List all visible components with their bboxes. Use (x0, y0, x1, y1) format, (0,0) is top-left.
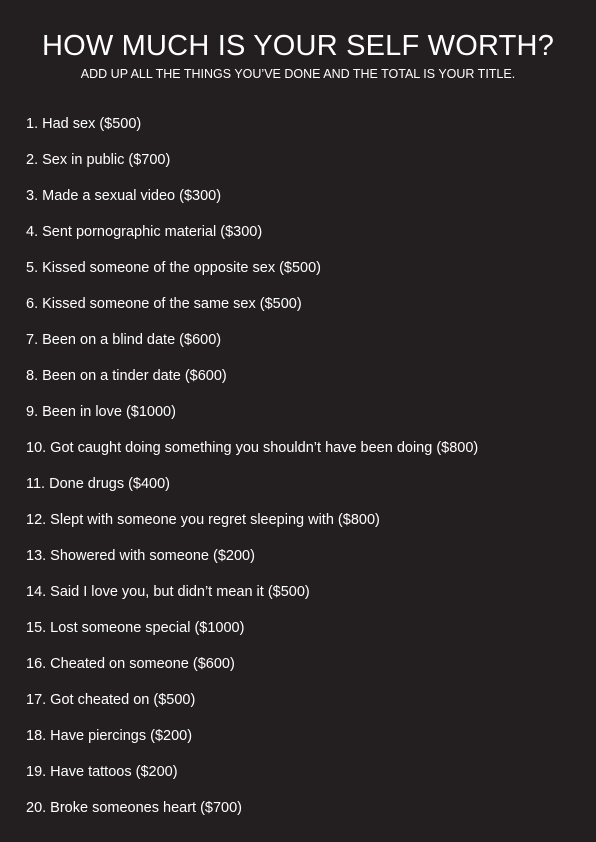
list-item: 11. Done drugs ($400) (26, 476, 171, 492)
list-item: 1. Had sex ($500) (26, 116, 142, 132)
page-title: HOW MUCH IS YOUR SELF WORTH? (41, 30, 555, 62)
list-item: 15. Lost someone special ($1000) (26, 620, 245, 636)
list-item: 20. Broke someones heart ($700) (26, 800, 243, 816)
list-item: 13. Showered with someone ($200) (26, 548, 255, 564)
page-subtitle: ADD UP ALL THE THINGS YOU’VE DONE AND THE TOTAL IS YOUR TITLE. (80, 67, 516, 81)
list-item: 9. Been in love ($1000) (26, 404, 176, 420)
list-item: 3. Made a sexual video ($300) (26, 188, 222, 204)
list-item: 6. Kissed someone of the same sex ($500) (26, 296, 302, 312)
list-item: 2. Sex in public ($700) (26, 152, 171, 168)
list-item: 16. Cheated on someone ($600) (26, 656, 235, 672)
list-item: 14. Said I love you, but didn’t mean it ($500) (26, 584, 310, 600)
list-item: 10. Got caught doing something you shouldn’t have been doing ($800) (26, 440, 479, 456)
list-item: 12. Slept with someone you regret sleeping with ($800) (26, 512, 380, 528)
item-list (26, 112, 478, 832)
list-item: 19. Have tattoos ($200) (26, 764, 178, 780)
list-item: 18. Have piercings ($200) (26, 728, 193, 744)
list-item: 17. Got cheated on ($500) (26, 692, 196, 708)
list-item: 8. Been on a tinder date ($600) (26, 368, 227, 384)
list-item: 5. Kissed someone of the opposite sex ($500) (26, 260, 322, 276)
list-item: 4. Sent pornographic material ($300) (26, 224, 263, 240)
list-item: 7. Been on a blind date ($600) (26, 332, 222, 348)
